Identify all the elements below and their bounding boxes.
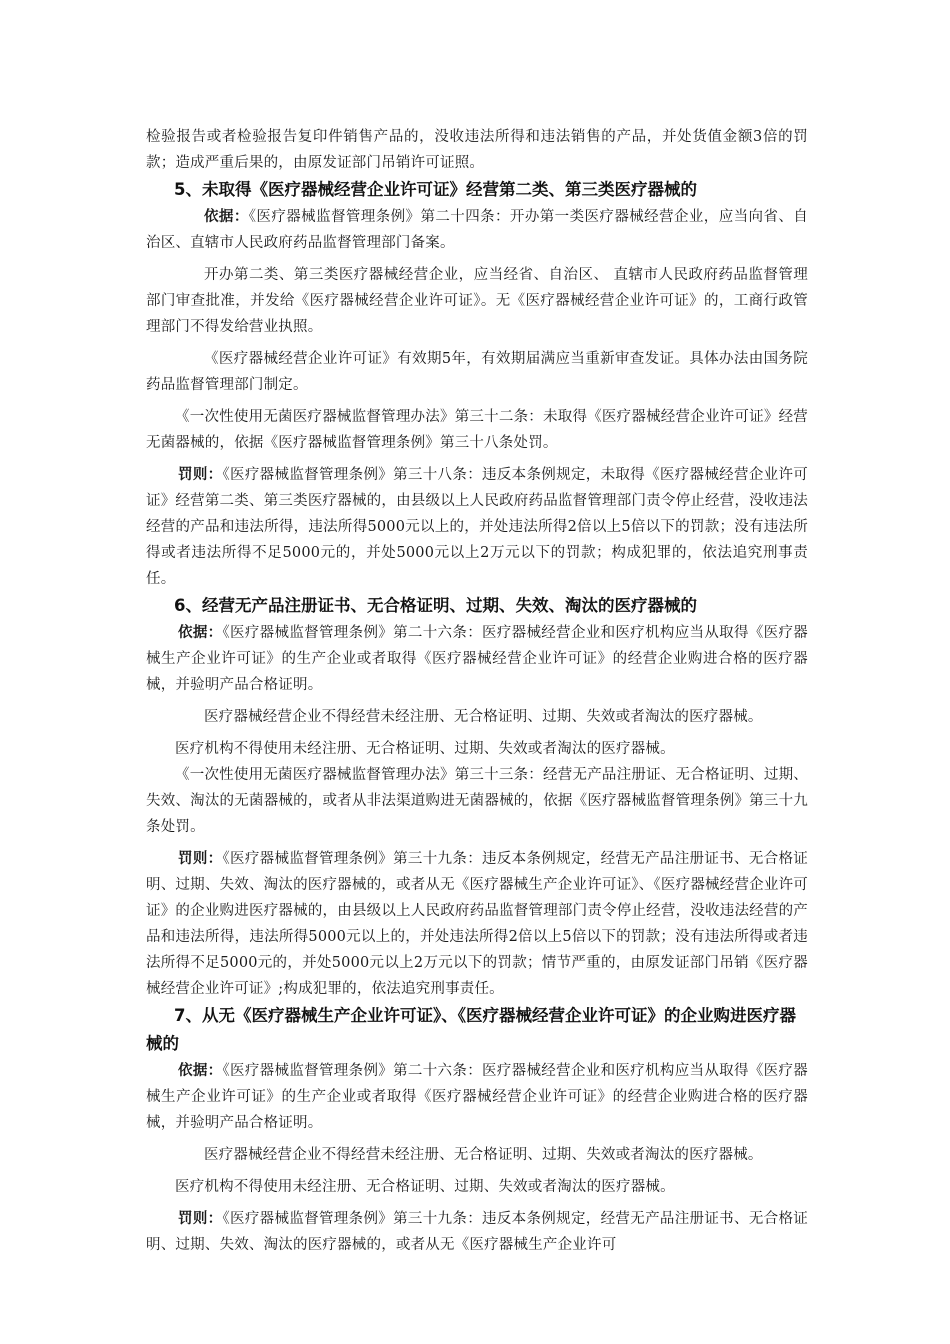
section-6-basis-1: [146, 620, 808, 698]
document-page: [146, 124, 808, 1258]
section-5-basis-2: 开办第二类、第三类医疗器械经营企业，应当经省、自治区、 直辖市人民政府药品监督管理部门审查批准，并发给《医疗器械经营企业许可证》。无《医疗器械经营企业许可证》的，工商行政管理部门不得发给营业执照。: [146, 267, 808, 335]
penalty-text: 《医疗器械监督管理条例》第三十九条：违反本条例规定，经营无产品注册证书、无合格证明、过期、失效、淘汰的医疗器械的，或者从无《医疗器械生产企业许可证》、《医疗器械经营企业许可证》的企业购进医疗器械的，由县级以上人民政府药品监督管理部门责令停止经营，没收违法经营的产品和违法所得，违法所得5000元以上的，并处违法所得2倍以上5倍以下的罚款；没有违法所得或者违法所得不足5000元的，并处5000元以上2万元以下的罚款；情节严重的，由原发证部门吊销《医疗器械经营企业许可证》;构成犯罪的，依法追究刑事责任。: [146, 851, 808, 997]
basis-label: 依据：: [178, 1063, 223, 1079]
section-5-basis-1: [146, 204, 808, 256]
penalty-label: 罚则：: [178, 851, 223, 867]
section-6-heading: 6、经营无产品注册证书、无合格证明、过期、失效、淘汰的医疗器械的: [174, 596, 697, 615]
basis-text: 《医疗器械监督管理条例》第二十四条：开办第一类医疗器械经营企业，应当向省、自治区、直辖市人民政府药品监督管理部门备案。: [146, 209, 808, 251]
basis-text: 《医疗器械监督管理条例》第二十六条：医疗器械经营企业和医疗机构应当从取得《医疗器械生产企业许可证》的生产企业或者取得《医疗器械经营企业许可证》的经营企业购进合格的医疗器械，并验明产品合格证明。: [146, 1063, 808, 1131]
section-6-penalty: [146, 846, 808, 1002]
basis-text: 《医疗器械监督管理条例》第二十六条：医疗器械经营企业和医疗机构应当从取得《医疗器械生产企业许可证》的生产企业或者取得《医疗器械经营企业许可证》的经营企业购进合格的医疗器械，并验明产品合格证明。: [146, 625, 808, 693]
basis-label: 依据：: [204, 209, 249, 225]
penalty-label: 罚则：: [178, 467, 223, 483]
section-5-penalty: [146, 462, 808, 592]
section-7-basis-3: 医疗机构不得使用未经注册、无合格证明、过期、失效或者淘汰的医疗器械。: [175, 1179, 675, 1195]
section-6-basis-3: 医疗机构不得使用未经注册、无合格证明、过期、失效或者淘汰的医疗器械。: [175, 741, 675, 757]
section-5-basis-3: 《医疗器械经营企业许可证》有效期5年，有效期届满应当重新审查发证。具体办法由国务院药品监督管理部门制定。: [146, 351, 808, 393]
penalty-text: 《医疗器械监督管理条例》第三十八条：违反本条例规定，未取得《医疗器械经营企业许可证》经营第二类、第三类医疗器械的，由县级以上人民政府药品监督管理部门责令停止经营，没收违法经营的产品和违法所得，违法所得5000元以上的，并处违法所得2倍以上5倍以下的罚款；没有违法所得或者违法所得不足5000元的，并处5000元以上2万元以下的罚款；构成犯罪的，依法追究刑事责任。: [146, 467, 808, 587]
section-7-basis-2: 医疗器械经营企业不得经营未经注册、无合格证明、过期、失效或者淘汰的医疗器械。: [204, 1147, 763, 1163]
basis-label: 依据：: [178, 625, 223, 641]
section-6-basis-4: 《一次性使用无菌医疗器械监督管理办法》第三十三条：经营无产品注册证、无合格证明、过期、失效、淘汰的无菌器械的，或者从非法渠道购进无菌器械的，依据《医疗器械监督管理条例》第三十九条处罚。: [146, 767, 808, 835]
penalty-text: 《医疗器械监督管理条例》第三十九条：违反本条例规定，经营无产品注册证书、无合格证明、过期、失效、淘汰的医疗器械的，或者从无《医疗器械生产企业许可: [146, 1211, 808, 1253]
section-7-basis-1: [146, 1058, 808, 1136]
penalty-label: 罚则：: [178, 1211, 223, 1227]
section-5-heading: 5、未取得《医疗器械经营企业许可证》经营第二类、第三类医疗器械的: [174, 180, 697, 199]
section-7-penalty: [146, 1206, 808, 1258]
intro-paragraph: 检验报告或者检验报告复印件销售产品的，没收违法所得和违法销售的产品，并处货值金额3倍的罚款；造成严重后果的，由原发证部门吊销许可证照。: [146, 129, 808, 171]
section-7-heading: 7、从无《医疗器械生产企业许可证》、《医疗器械经营企业许可证》的企业购进医疗器械的: [146, 1006, 796, 1053]
section-5-basis-4: 《一次性使用无菌医疗器械监督管理办法》第三十二条：未取得《医疗器械经营企业许可证》经营无菌器械的，依据《医疗器械监督管理条例》第三十八条处罚。: [146, 409, 808, 451]
section-6-basis-2: 医疗器械经营企业不得经营未经注册、无合格证明、过期、失效或者淘汰的医疗器械。: [204, 709, 763, 725]
